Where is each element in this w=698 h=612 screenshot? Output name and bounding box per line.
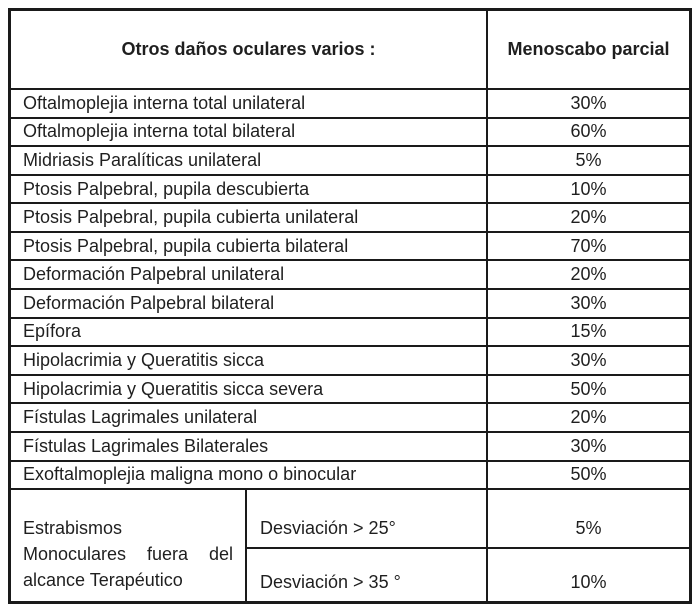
table-row (11, 176, 689, 205)
condition-label: Exoftalmoplejia maligna mono o binocular (11, 462, 488, 489)
condition-label: Ptosis Palpebral, pupila cubierta unilateral (11, 204, 488, 231)
table-row (11, 376, 689, 405)
percent-value: 50% (570, 378, 607, 399)
percent-value: 60% (570, 121, 607, 142)
condition-label: Deformación Palpebral unilateral (11, 261, 488, 288)
percent-value: 10% (570, 178, 607, 199)
percent-value: 70% (570, 235, 607, 256)
table-row (11, 404, 689, 433)
condition-label: Fístulas Lagrimales unilateral (11, 404, 488, 431)
condition-label: Epífora (11, 319, 488, 346)
table-header-row (11, 11, 689, 90)
group-label-line-1: Estrabismos (23, 518, 123, 539)
header-category: Otros daños oculares varios : (11, 11, 488, 88)
table-row (11, 119, 689, 148)
percent-value: 5% (575, 518, 602, 539)
table-row (11, 204, 689, 233)
deviation-row (247, 547, 689, 601)
table-row (11, 290, 689, 319)
table-row (11, 233, 689, 262)
condition-label: Ptosis Palpebral, pupila cubierta bilateral (11, 233, 488, 260)
percent-value: 30% (570, 292, 607, 313)
condition-label: Ptosis Palpebral, pupila descubierta (11, 176, 488, 203)
percent-value: 50% (570, 464, 607, 485)
table-row (11, 261, 689, 290)
table-row (11, 462, 689, 491)
condition-label: Hipolacrimia y Queratitis sicca (11, 347, 488, 374)
condition-label: Oftalmoplejia interna total unilateral (11, 90, 488, 117)
table-row (11, 347, 689, 376)
condition-label: Midriasis Paralíticas unilateral (11, 147, 488, 174)
deviation-criterion: Desviación > 25° (247, 490, 488, 547)
group-label-line-3: alcance Terapéutico (23, 570, 183, 591)
condition-label: Fístulas Lagrimales Bilaterales (11, 433, 488, 460)
percent-value: 20% (570, 207, 607, 228)
estrabismos-group-label (11, 490, 247, 601)
estrabismos-subrows (247, 490, 689, 601)
ocular-damage-table (8, 8, 692, 604)
group-label-line-2: Monoculares fuera del (23, 544, 233, 565)
table-row (11, 433, 689, 462)
percent-value: 30% (570, 92, 607, 113)
percent-value: 5% (575, 149, 602, 170)
percent-value: 20% (570, 264, 607, 285)
percent-value: 15% (570, 321, 607, 342)
condition-label: Deformación Palpebral bilateral (11, 290, 488, 317)
percent-value: 30% (570, 435, 607, 456)
table-row (11, 319, 689, 348)
estrabismos-group-row (11, 490, 689, 601)
header-menoscabo: Menoscabo parcial (507, 39, 670, 59)
condition-label: Oftalmoplejia interna total bilateral (11, 119, 488, 146)
deviation-criterion: Desviación > 35 ° (247, 549, 488, 601)
condition-label: Hipolacrimia y Queratitis sicca severa (11, 376, 488, 403)
deviation-row (247, 490, 689, 547)
percent-value: 10% (570, 572, 607, 593)
percent-value: 30% (570, 349, 607, 370)
percent-value: 20% (570, 407, 607, 428)
table-row (11, 147, 689, 176)
table-row (11, 90, 689, 119)
